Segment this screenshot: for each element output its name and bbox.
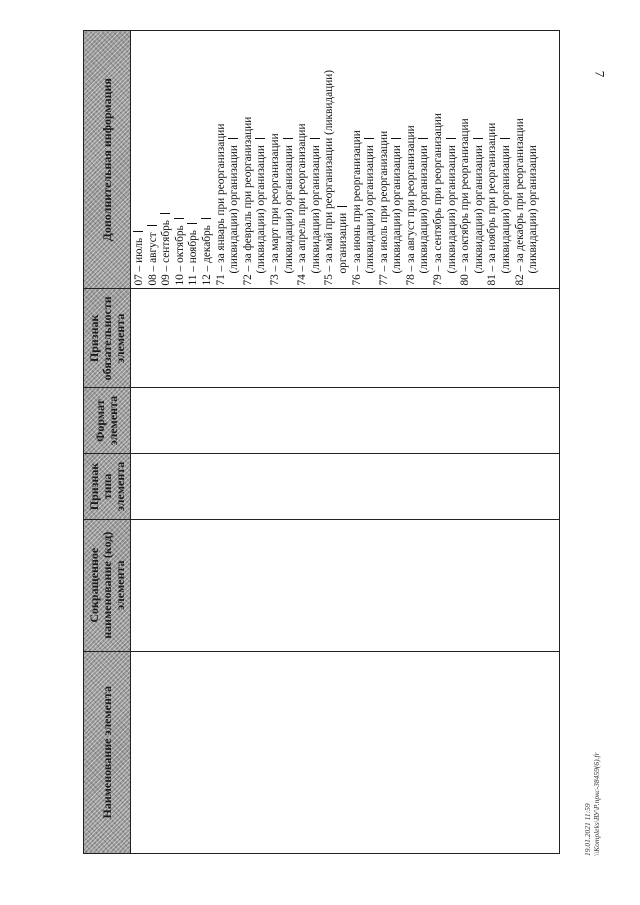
info-line [418,33,432,285]
cell-element-code [131,519,560,651]
info-lines-list [133,33,541,285]
info-line [201,33,215,285]
info-line-text: (ликвидации) организации [418,145,431,274]
info-line-text: 12 – декабрь [200,225,213,286]
info-line-text: 73 – за март при реорганизации [268,133,281,286]
info-line-text: 81 – за ноябрь при реорганизации [486,122,499,286]
info-line-text: (ликвидации) организации [255,145,268,274]
info-line [364,33,378,285]
element-spec-table [83,30,560,854]
info-line [486,33,500,285]
info-line-text: 10 – октябрь [173,225,186,286]
info-line-text: (ликвидации) организации [228,145,241,274]
info-line-text: 09 – сентябрь [160,220,173,286]
info-line [446,33,460,285]
info-line-text: 11 – ноябрь [187,230,200,286]
table-header-row [84,31,131,854]
end-mark [133,231,143,232]
info-line-text: (ликвидации) организации [309,145,322,274]
end-mark [174,218,184,219]
info-line-text: 75 – за май при реорганизации (ликвидации) [323,69,336,286]
end-mark [160,213,170,214]
info-line [500,33,514,285]
end-mark [473,138,483,139]
info-line [228,33,242,285]
info-line-text: (ликвидации) организации [527,145,540,274]
info-line [323,33,337,285]
info-line [296,33,310,285]
info-line-text: 79 – за сентябрь при реорганизации [432,113,445,286]
header-element-type: Признак типа элемента [84,454,131,520]
info-line [147,33,161,285]
info-line [174,33,188,285]
stamp-file-path: \\Kompleks\ВУ\Р.пркс-38459(6).fr [592,752,601,856]
info-line-text: 72 – за февраль при реорганизации [241,116,254,286]
info-line-text: (ликвидации) организации [472,145,485,274]
end-mark [187,223,197,224]
end-mark [364,138,374,139]
end-mark [283,138,293,139]
info-line [242,33,256,285]
header-element-format: Формат элемента [84,388,131,454]
info-line-text: организации [336,212,349,274]
end-mark [228,138,238,139]
end-mark [147,225,157,226]
end-mark [201,218,211,219]
cell-element-name [131,651,560,853]
info-line [215,33,229,285]
info-line-text: (ликвидации) организации [500,145,513,274]
header-element-code: Сокращенное наименование (код) элемента [84,519,131,651]
info-line-text: 08 – август [146,232,159,286]
table-row [131,31,560,854]
info-line-text: (ликвидации) организации [364,145,377,274]
info-line [391,33,405,285]
end-mark [337,206,347,207]
info-line-text: (ликвидации) организации [391,145,404,274]
info-line-text: 07 – июль [133,237,145,286]
info-line-text: (ликвидации) организации [282,145,295,274]
end-mark [418,138,428,139]
cell-additional-info [131,31,560,289]
end-mark [310,138,320,139]
info-line [255,33,269,285]
end-mark [255,138,265,139]
info-line [283,33,297,285]
info-line [351,33,365,285]
cell-element-required [131,289,560,388]
stamp-timestamp: 19.01.2021 11:59 [583,803,592,856]
file-stamp [583,651,601,856]
info-line-text: (ликвидации) организации [445,145,458,274]
info-line-text: 76 – за июнь при реорганизации [350,130,363,286]
info-line [160,33,174,285]
info-line-text: 78 – за август при реорганизации [404,125,417,286]
info-line [378,33,392,285]
info-line [337,33,351,285]
info-line [473,33,487,285]
header-additional-info: Дополнительная информация [84,31,131,289]
info-line [405,33,419,285]
page-number: 7 [592,70,608,78]
info-line [527,33,541,285]
end-mark [391,138,401,139]
end-mark [500,138,510,139]
info-line [269,33,283,285]
info-line [187,33,201,285]
info-line-text: 80 – за октябрь при реорганизации [459,118,472,286]
info-line [310,33,324,285]
info-line-text: 82 – за декабрь при реорганизации [513,118,526,286]
info-line [133,33,147,285]
info-line [432,33,446,285]
header-element-name: Наименование элемента [84,651,131,853]
cell-element-format [131,388,560,454]
info-line [459,33,473,285]
header-element-required: Признак обязательности элемента [84,289,131,388]
info-line-text: 71 – за январь при реорганизации [214,123,227,286]
info-line-text: 74 – за апрель при реорганизации [296,123,309,286]
info-line [514,33,528,285]
info-line-text: 77 – за июль при реорганизации [377,130,390,286]
rotated-table-container [83,30,560,854]
cell-element-type [131,454,560,520]
end-mark [446,138,456,139]
